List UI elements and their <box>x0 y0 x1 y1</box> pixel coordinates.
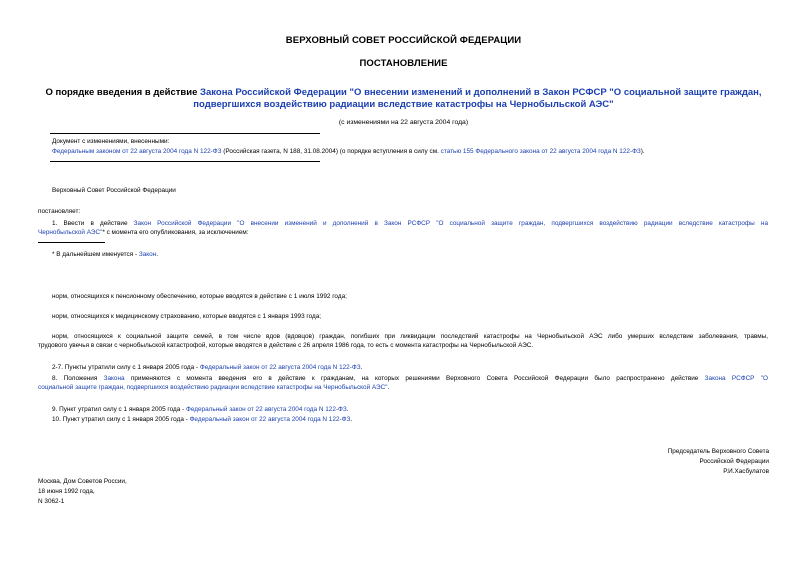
footnote-divider <box>38 242 105 243</box>
p2-7-law-link[interactable]: Федеральный закон от 22 августа 2004 года N 122-ФЗ <box>199 364 361 371</box>
footnote-law-link[interactable]: Закон <box>138 251 157 258</box>
p8-law-link[interactable]: Закона <box>103 375 125 382</box>
p9-law-link[interactable]: Федеральный закон от 22 августа 2004 года N 122-ФЗ <box>186 406 347 413</box>
revisions-entry: Федеральным законом от 22 августа 2004 года N 122-ФЗ (Российская газета, N 188, 31.08.2004) (о порядке вступления в силу см. статью 155 Федерального закона от 22 августа 2004 года N 122-ФЗ). <box>52 148 645 155</box>
divider-top <box>50 133 320 134</box>
p10-law-link[interactable]: Федеральный закон от 22 августа 2004 года N 122-ФЗ <box>189 416 351 423</box>
footnote: * В дальнейшем именуется - Закон. <box>52 251 159 258</box>
signature-name: Р.И.Хасбулатов <box>723 468 769 475</box>
signature-block <box>668 447 769 477</box>
paragraph-9: 9. Пункт утратил силу с 1 января 2005 года - Федеральный закон от 22 августа 2004 года N 122-ФЗ. <box>52 406 349 413</box>
p1-law-link-cont[interactable]: Чернобыльской АЭС" <box>38 229 103 236</box>
document-number: N 3062-1 <box>38 498 65 505</box>
paragraph-2-7: 2-7. Пункты утратили силу с 1 января 2005 года - Федеральный закон от 22 августа 2004 года N 122-ФЗ. <box>52 364 363 371</box>
item-medical: норм, относящихся к медицинскому страхованию, которые вводятся с 1 января 1993 года; <box>52 313 322 320</box>
item-pension: норм, относящихся к пенсионному обеспечению, которые вводятся в действие с 1 июля 1992 года; <box>52 293 347 300</box>
issuer-text: Верховный Совет Российской Федерации <box>52 187 176 194</box>
paragraph-1-cont: Чернобыльской АЭС"* с момента его опубликования, за исключением: <box>38 229 249 236</box>
document-title <box>0 87 807 99</box>
revisions-article-link[interactable]: статью 155 Федерального закона от 22 августа 2004 года N 122-ФЗ <box>440 148 641 155</box>
p8-rsfsr-law-link[interactable]: Закона РСФСР "О <box>704 375 768 382</box>
paragraph-8-cont: социальной защите граждан, подвергшихся воздействию радиации вследствие катастрофы на Чернобыльской АЭС". <box>38 384 390 391</box>
revisions-law-link[interactable]: Федеральным законом от 22 августа 2004 года N 122-ФЗ <box>52 148 222 155</box>
place-city: Москва, Дом Советов России, <box>38 478 127 485</box>
revision-note: (с изменениями на 22 августа 2004 года) <box>338 119 469 126</box>
divider-bottom <box>50 161 320 162</box>
paragraph-8: 8. Положения Закона применяются с момента введения его в действие к гражданам, на которых решениями Верховного Совета Российской Федерации было распространено действие Закона РСФСР "О <box>52 375 768 382</box>
title-law-link[interactable]: Закона Российской Федерации "О внесении изменений и дополнений в Закон РСФСР "О социальной защите граждан, <box>200 87 762 98</box>
document-type-heading: ПОСТАНОВЛЕНИЕ <box>359 58 448 69</box>
item-social: норм, относящихся к социальной защите семей, в том числе вдов (вдовцов) граждан, погибших при ликвидации последствий катастрофы на Чернобыльской АЭС либо умерших вследствие заболевания, травмы, <box>52 333 768 340</box>
resolves-text: постановляет: <box>38 208 81 215</box>
signature-position: Председатель Верховного Совета <box>667 448 769 455</box>
item-social-cont: трудового увечья в связи с чернобыльской катастрофой, которые вводятся в действие с 26 апреля 1986 года, то есть с момента катастрофы на Чернобыльской АЭС. <box>38 342 534 349</box>
revisions-source: (Российская газета, N 188, 31.08.2004) (о порядке вступления в силу см. <box>221 148 441 155</box>
paragraph-10: 10. Пункт утратил силу с 1 января 2005 года - Федеральный закон от 22 августа 2004 года N 122-ФЗ. <box>52 416 353 423</box>
p1-law-link[interactable]: Закон Российской Федерации "О внесении изменений и дополнений в Закон РСФСР "О социальной защите граждан, подвергшихся воздействию радиации вследствие катастрофы на <box>133 220 769 227</box>
title-law-link-cont[interactable]: подвергшихся воздействию радиации вследствие катастрофы на Чернобыльской АЭС" <box>193 99 614 110</box>
revisions-caption: Документ с изменениями, внесенными: <box>52 138 170 145</box>
paragraph-1: 1. Ввести в действие Закон Российской Федерации "О внесении изменений и дополнений в Закон РСФСР "О социальной защите граждан, подвергшихся воздействию радиации вследствие катастрофы на <box>52 220 769 227</box>
signature-body: Российской Федерации <box>699 458 769 465</box>
council-heading: ВЕРХОВНЫЙ СОВЕТ РОССИЙСКОЙ ФЕДЕРАЦИИ <box>285 35 522 46</box>
place-date: 18 июня 1992 года, <box>38 488 95 495</box>
place-date-block <box>38 477 127 507</box>
p8-rsfsr-law-link-cont[interactable]: социальной защите граждан, подвергшихся воздействию радиации вследствие катастрофы на Чернобыльской АЭС" <box>38 384 388 391</box>
document-title-line2 <box>0 99 807 111</box>
title-prefix: О порядке введения в действие <box>45 87 201 98</box>
